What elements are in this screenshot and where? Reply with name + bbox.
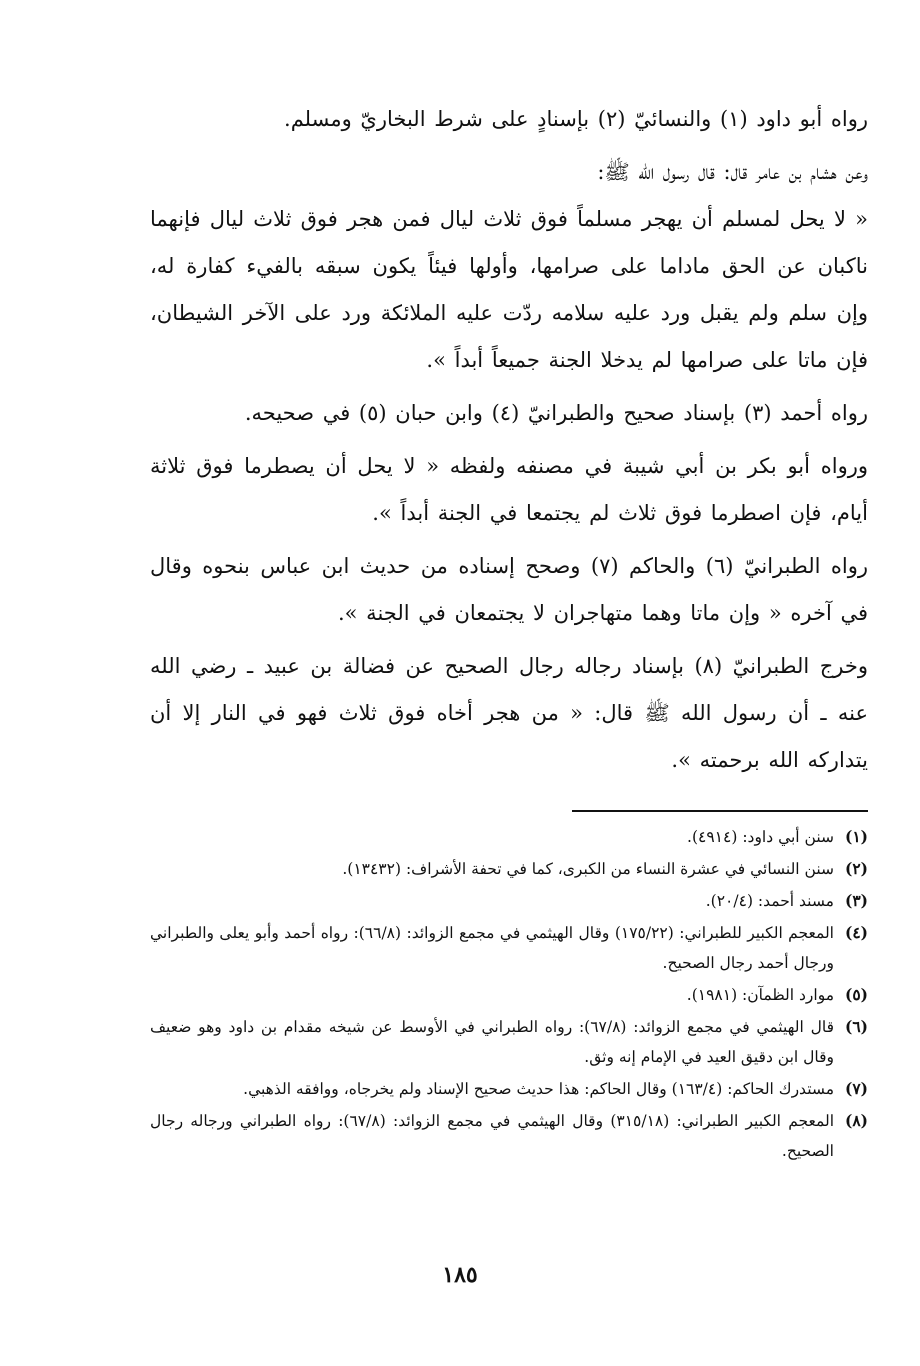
footnote-5 bbox=[150, 980, 868, 1010]
footnote-text: مستدرك الحاكم: (١٦٣/٤) وقال الحاكم: هذا حديث صحيح الإسناد ولم يخرجاه، ووافقه الذهبي. bbox=[243, 1080, 834, 1098]
footnote-text: سنن النسائي في عشرة النساء من الكبرى، كما في تحفة الأشراف: (١٣٤٣٢). bbox=[342, 860, 834, 878]
paragraph-3: « لا يحل لمسلم أن يهجر مسلماً فوق ثلاث ليال فمن هجر فوق ثلاث ليال فإنهما ناكبان عن الحق ماداما على صرامها، وأولها فيئاً يكون سبقه بالفيء كفارة له، وإن سلم ولم يقبل ورد عليه سلامه ردّت عليه الملائكة ورد على الآخر الشيطان، فإن ماتا على صرامها لم يدخلا الجنة جميعاً أبداً ». bbox=[150, 207, 868, 372]
page-number: ١٨٥ bbox=[442, 1262, 478, 1288]
paragraph-7: وخرج الطبرانيّ (٨) بإسناد رجاله رجال الصحيح عن فضالة بن عبيد ـ رضي الله عنه ـ أن رسول الله ﷺ قال: « من هجر أخاه فوق ثلاث فهو في النار إلا أن يتداركه الله برحمته ». bbox=[150, 654, 869, 772]
footnote-number: (١) bbox=[844, 827, 868, 846]
paragraph-1: رواه أبو داود (١) والنسائيّ (٢) بإسنادٍ على شرط البخاريّ ومسلم. bbox=[284, 107, 868, 131]
footnote-8 bbox=[150, 1106, 868, 1166]
footnote-number: (٢) bbox=[844, 859, 868, 878]
footnote-number: (٣) bbox=[844, 891, 868, 910]
paragraph-4: رواه أحمد (٣) بإسناد صحيح والطبرانيّ (٤) وابن حبان (٥) في صحيحه. bbox=[244, 401, 868, 425]
footnote-divider bbox=[572, 810, 868, 812]
footnote-text: مسند أحمد: (٢٠/٤). bbox=[705, 892, 834, 910]
footnote-number: (٦) bbox=[844, 1017, 868, 1036]
footnotes bbox=[150, 822, 868, 1166]
footnote-text: موارد الظمآن: (١٩٨١). bbox=[686, 986, 834, 1004]
footnote-text: المعجم الكبير الطبراني: (٣١٥/١٨) وقال الهيثمي في مجمع الزوائد: (٦٧/٨): رواه الطبراني ورجاله رجال الصحيح. bbox=[150, 1112, 835, 1160]
paragraph-2: وعن هشام بن عامر قال: قال رسول الله ﷺ: bbox=[597, 160, 868, 184]
footnote-7 bbox=[150, 1074, 868, 1104]
footnote-2 bbox=[150, 854, 868, 884]
footnote-3 bbox=[150, 886, 868, 916]
footnote-number: (٤) bbox=[844, 923, 868, 942]
page-content bbox=[150, 96, 868, 1346]
footnote-text: سنن أبي داود: (٤٩١٤). bbox=[687, 828, 834, 846]
footnote-6 bbox=[150, 1012, 868, 1072]
footnote-number: (٨) bbox=[844, 1111, 868, 1130]
footnote-4 bbox=[150, 918, 868, 978]
paragraph-5: ورواه أبو بكر بن أبي شيبة في مصنفه ولفظه « لا يحل أن يصطرما فوق ثلاثة أيام، فإن اصطرما فوق ثلاث لم يجتمعا في الجنة أبداً ». bbox=[150, 454, 868, 525]
main-text bbox=[150, 96, 868, 784]
footnote-1 bbox=[150, 822, 868, 852]
footnote-number: (٥) bbox=[844, 985, 868, 1004]
footnote-text: المعجم الكبير للطبراني: (١٧٥/٢٢) وقال الهيثمي في مجمع الزوائد: (٦٦/٨): رواه أحمد وأبو يعلى والطبراني ورجال أحمد رجال الصحيح. bbox=[150, 924, 834, 972]
footnote-text: قال الهيثمي في مجمع الزوائد: (٦٧/٨): رواه الطبراني في الأوسط عن شيخه مقدام بن داود وهو ضعيف وقال ابن دقيق العيد في الإمام إنه وثق. bbox=[150, 1018, 834, 1066]
paragraph-6: رواه الطبرانيّ (٦) والحاكم (٧) وصحح إسناده من حديث ابن عباس بنحوه وقال في آخره « وإن ماتا وهما متهاجران لا يجتمعان في الجنة ». bbox=[150, 554, 868, 625]
footnote-number: (٧) bbox=[844, 1079, 868, 1098]
